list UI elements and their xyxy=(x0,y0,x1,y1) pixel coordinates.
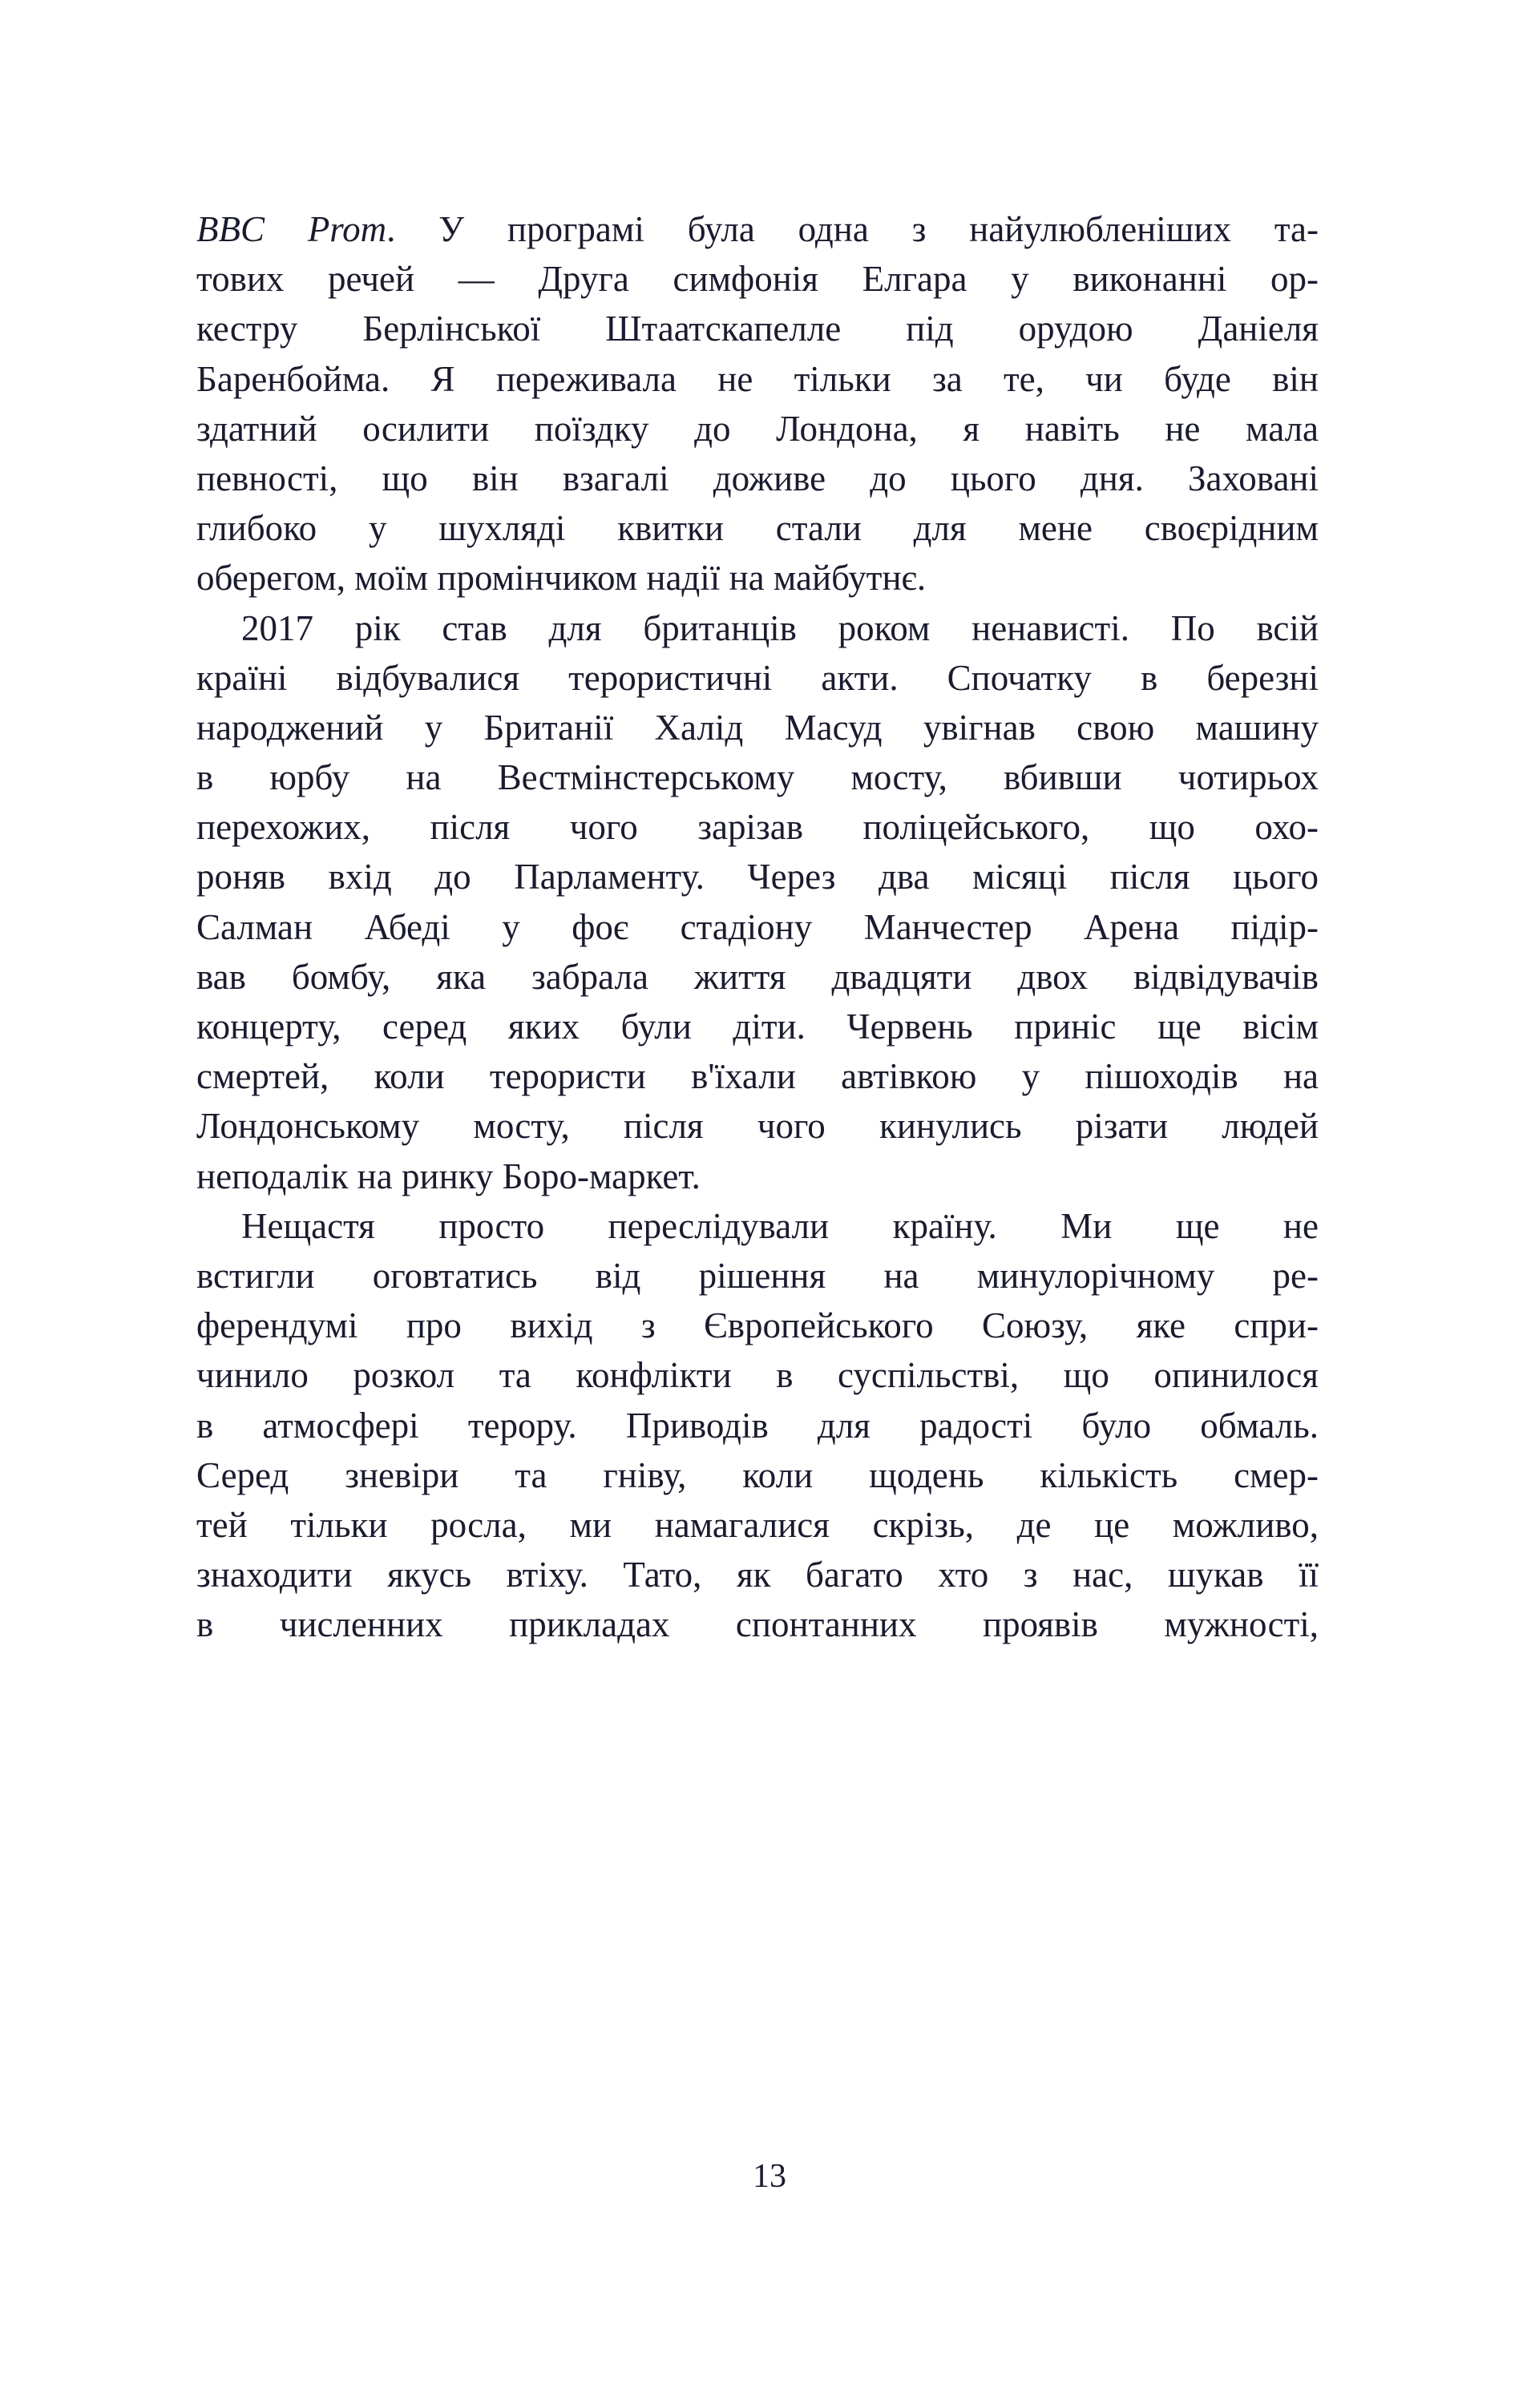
text-line: роняв вхід до Парламенту. Через два місяці після цього xyxy=(196,857,1319,897)
text-line: Салман Абеді у фоє стадіону Манчестер Арена підір- xyxy=(196,906,1319,947)
text-line: глибоко у шухляді квитки стали для мене своєрідним xyxy=(196,508,1319,549)
text-line: концерту, серед яких були діти. Червень приніс ще вісім xyxy=(196,1006,1319,1047)
text-line: тових речей — Друга симфонія Елгара у виконанні ор- xyxy=(196,259,1319,300)
text-line-last: оберегом, моїм промінчиком надії на майбутнє. xyxy=(196,558,927,599)
text-line: смертей, коли терористи в'їхали автівкою у пішоходів на xyxy=(196,1056,1319,1097)
paragraph-2 xyxy=(196,603,1319,1201)
text-line: Лондонському мосту, після чого кинулись різати людей xyxy=(196,1106,1319,1147)
text-line: ферендумі про вихід з Європейського Союзу, яке спри- xyxy=(196,1305,1319,1346)
text-line-rest: . У програмі була одна з найулюбленіших та- xyxy=(386,209,1319,249)
text-line xyxy=(196,204,1319,254)
italic-run-bbc-prom: BBC Prom xyxy=(196,209,387,249)
text-line-first: 2017 рік став для британців роком ненависті. По всій xyxy=(241,607,1319,648)
page-number: 13 xyxy=(753,2158,786,2195)
text-line: Баренбойма. Я переживала не тільки за те, чи буде він xyxy=(196,358,1319,399)
text-line: чинило розкол та конфлікти в суспільстві, що опинилося xyxy=(196,1355,1319,1396)
text-line: здатний осилити поїздку до Лондона, я навіть не мала xyxy=(196,408,1319,449)
text-line-first: Нещастя просто переслідували країну. Ми ще не xyxy=(241,1205,1319,1246)
text-line: знаходити якусь втіху. Тато, як багато хто з нас, шукав її xyxy=(196,1555,1319,1595)
text-line: кестру Берлінської Штаатскапелле під орудою Даніеля xyxy=(196,309,1319,349)
paragraph-1 xyxy=(196,204,1319,603)
paragraph-3 xyxy=(196,1201,1319,1650)
text-line: перехожих, після чого зарізав поліцейського, що охо- xyxy=(196,807,1319,848)
text-line: певності, що він взагалі доживе до цього дня. Заховані xyxy=(196,458,1319,498)
text-line: країні відбувалися терористичні акти. Спочатку в березні xyxy=(196,657,1319,698)
text-line: народжений у Британії Халід Масуд увігнав свою машину xyxy=(196,707,1319,748)
text-line-last: неподалік на ринку Боро-маркет. xyxy=(196,1156,701,1196)
text-line: в атмосфері терору. Приводів для радості було обмаль. xyxy=(196,1405,1319,1446)
text-line: тей тільки росла, ми намагалися скрізь, де це можливо, xyxy=(196,1504,1319,1545)
text-line: вав бомбу, яка забрала життя двадцяти двох відвідувачів xyxy=(196,956,1319,997)
body-text-column xyxy=(196,204,1319,1649)
text-line: встигли оговтатись від рішення на минулорічному ре- xyxy=(196,1255,1319,1296)
text-line: в численних прикладах спонтанних проявів мужності, xyxy=(196,1604,1319,1645)
text-line: Серед зневіри та гніву, коли щодень кількість смер- xyxy=(196,1454,1319,1495)
text-line: в юрбу на Вестмінстерському мосту, вбивши чотирьох xyxy=(196,757,1319,798)
